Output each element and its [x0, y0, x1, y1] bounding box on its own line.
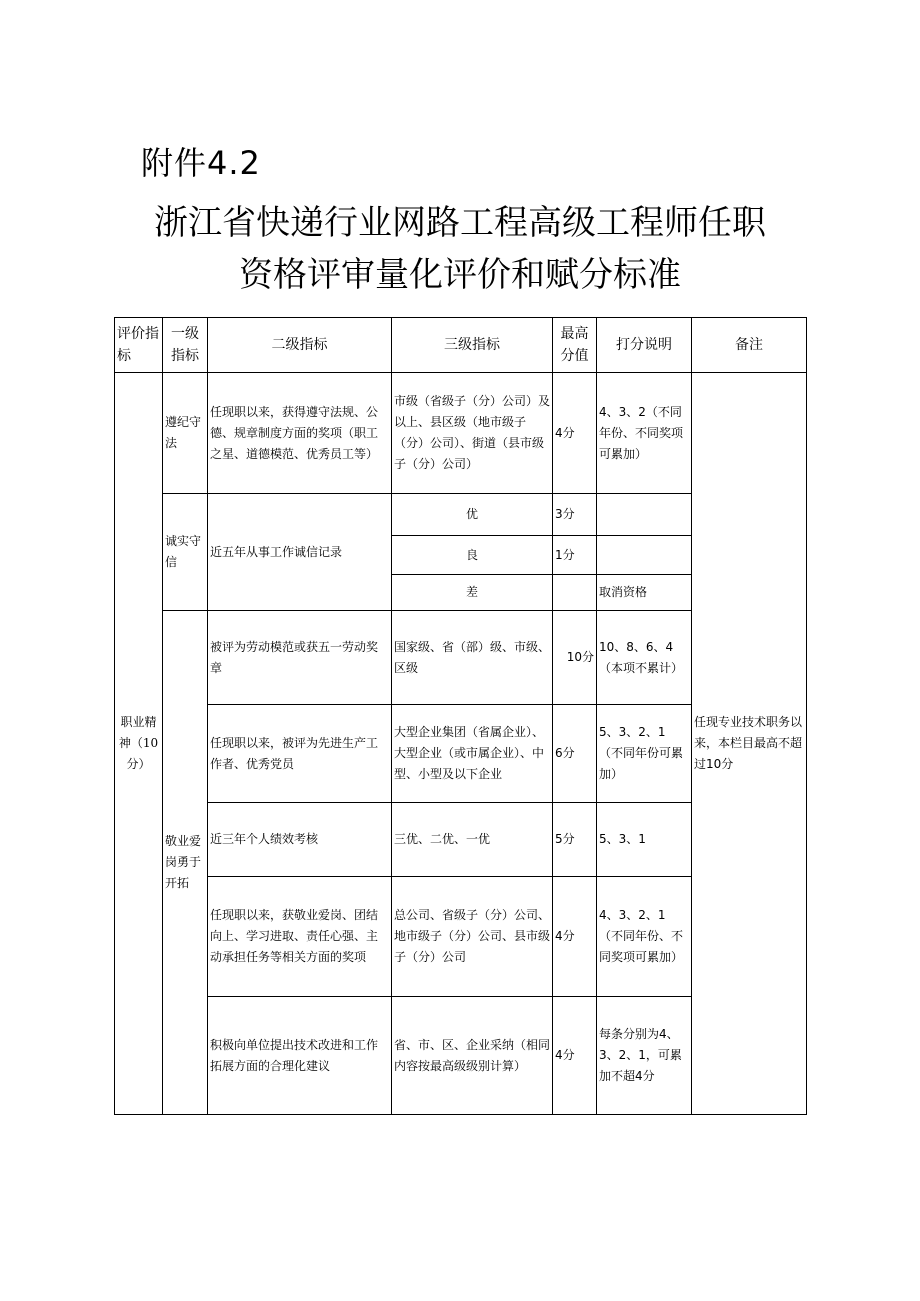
- scoring-note-cell: 5、3、1: [597, 803, 692, 877]
- max-score-cell: 4分: [553, 877, 597, 997]
- level2-cell: 任现职以来，获得遵守法规、公德、规章制度方面的奖项（职工之星、道德模范、优秀员工等）: [208, 373, 392, 494]
- level3-cell: 市级（省级子（分）公司）及以上、县区级（地市级子（分）公司）、街道（县市级子（分）公司）: [392, 373, 553, 494]
- header-row: [115, 318, 807, 373]
- scoring-note-cell: 4、3、2（不同年份、不同奖项可累加）: [597, 373, 692, 494]
- level1-cell: 敬业爱岗勇于开拓: [163, 611, 208, 1115]
- scoring-note-cell: 10、8、6、4（本项不累计）: [597, 611, 692, 705]
- header-scoring-notes: 打分说明: [597, 318, 692, 373]
- max-score-cell: 10分: [553, 611, 597, 705]
- max-score-cell: 1分: [553, 536, 597, 575]
- level2-cell: 任现职以来，获敬业爱岗、团结向上、学习进取、责任心强、主动承担任务等相关方面的奖项: [208, 877, 392, 997]
- level3-cell: 三优、二优、一优: [392, 803, 553, 877]
- max-score-cell: 5分: [553, 803, 597, 877]
- header-remark: 备注: [692, 318, 807, 373]
- level3-cell: 优: [392, 494, 553, 536]
- scoring-note-cell: [597, 494, 692, 536]
- header-max-score: 最高分值: [553, 318, 597, 373]
- eval-indicator-cell: 职业精神（10分）: [115, 373, 163, 1115]
- level2-cell: 近五年从事工作诚信记录: [208, 494, 392, 611]
- max-score-cell: 3分: [553, 494, 597, 536]
- level3-cell: 省、市、区、企业采纳（相同内容按最高级级别计算）: [392, 997, 553, 1115]
- level1-cell: 诚实守信: [163, 494, 208, 611]
- level3-cell: 总公司、省级子（分）公司、地市级子（分）公司、县市级子（分）公司: [392, 877, 553, 997]
- scoring-note-cell: 取消资格: [597, 575, 692, 611]
- max-score-cell: 4分: [553, 997, 597, 1115]
- scoring-table: [114, 317, 807, 1115]
- header-level1: 一级指标: [163, 318, 208, 373]
- max-score-cell: 4分: [553, 373, 597, 494]
- level3-cell: 国家级、省（部）级、市级、区级: [392, 611, 553, 705]
- attachment-label: 附件4.2: [141, 144, 261, 182]
- max-score-cell: [553, 575, 597, 611]
- scoring-note-cell: 每条分别为4、3、2、1，可累加不超4分: [597, 997, 692, 1115]
- level1-cell: 遵纪守法: [163, 373, 208, 494]
- header-level2: 二级指标: [208, 318, 392, 373]
- document-title-line2: 资格评审量化评价和赋分标准: [239, 255, 681, 295]
- remark-cell: 任现专业技术职务以来，本栏目最高不超过10分: [692, 373, 807, 1115]
- level2-cell: 积极向单位提出技术改进和工作拓展方面的合理化建议: [208, 997, 392, 1115]
- header-eval-indicator: 评价指标: [115, 318, 163, 373]
- level2-cell: 近三年个人绩效考核: [208, 803, 392, 877]
- level2-cell: 任现职以来，被评为先进生产工作者、优秀党员: [208, 705, 392, 803]
- scoring-note-cell: 4、3、2、1（不同年份、不同奖项可累加）: [597, 877, 692, 997]
- scoring-note-cell: [597, 536, 692, 575]
- header-level3: 三级指标: [392, 318, 553, 373]
- scoring-note-cell: 5、3、2、1（不同年份可累加）: [597, 705, 692, 803]
- level2-cell: 被评为劳动模范或获五一劳动奖章: [208, 611, 392, 705]
- table-row: [115, 373, 807, 494]
- document-title-line1: 浙江省快递行业网路工程高级工程师任职: [154, 203, 766, 243]
- max-score-cell: 6分: [553, 705, 597, 803]
- level3-cell: 差: [392, 575, 553, 611]
- level3-cell: 大型企业集团（省属企业）、大型企业（或市属企业）、中型、小型及以下企业: [392, 705, 553, 803]
- level3-cell: 良: [392, 536, 553, 575]
